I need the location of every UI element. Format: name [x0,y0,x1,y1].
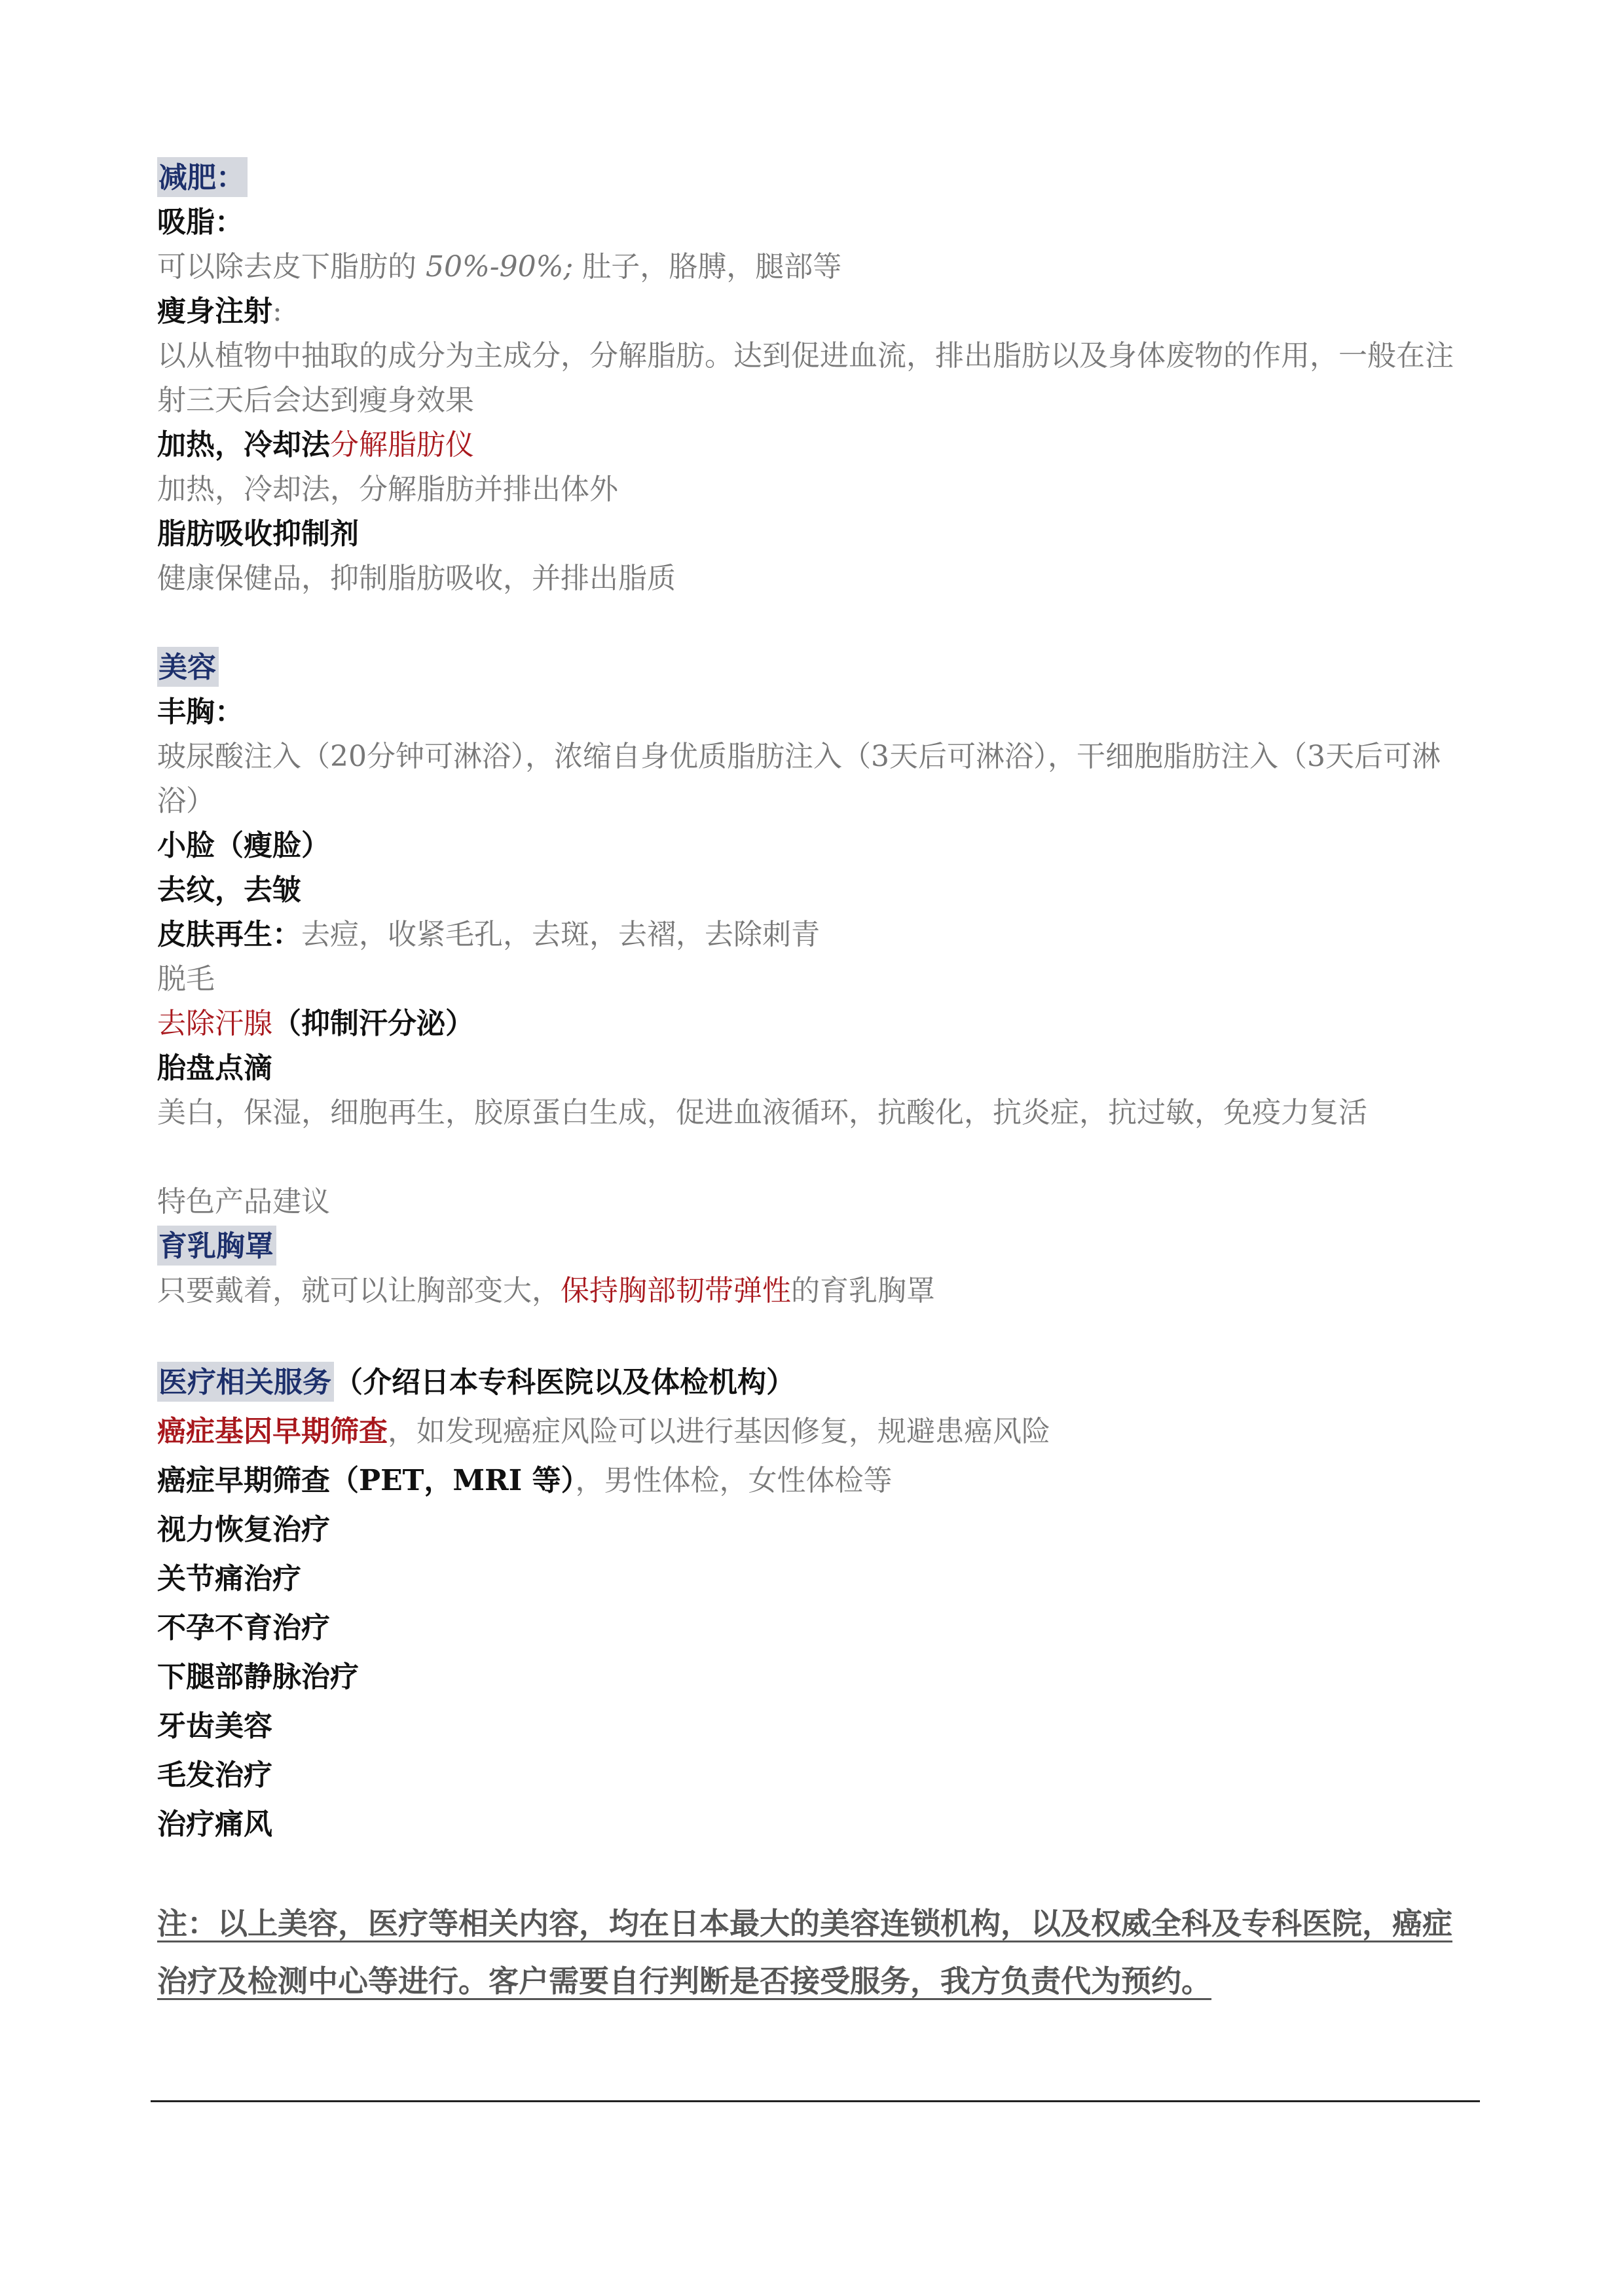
liposuction-desc-a: 可以除去皮下脂肪的 [157,250,416,283]
injection-title-line [157,289,1467,334]
medical-heading-note: （介绍日本专科医院以及体检机构） [334,1366,795,1399]
medical-section [157,1358,1467,1849]
cancer-gene-desc: ，如发现癌症风险可以进行基因修复，规避患癌风险 [388,1415,1050,1448]
products-heading: 特色产品建议 [157,1185,330,1218]
liposuction-desc [157,245,1467,289]
spacer [157,1313,1467,1358]
spacer [157,601,1467,646]
list-item: 毛发治疗 [157,1758,272,1792]
skin-line [157,913,1467,957]
disclaimer-note: 注：以上美容，医疗等相关内容，均在日本最大的美容连锁机构，以及权威全科及专科医院，癌症治疗及检测中心等进行。客户需要自行判断是否接受服务，我方负责代为预约。 [157,1906,1452,1999]
sweat-line [157,1002,1467,1046]
sweat-desc: （抑制汗分泌） [272,1007,474,1040]
bra-desc-b: 的育乳胸罩 [791,1274,935,1307]
inhibitor-title: 脂肪吸收抑制剂 [157,517,359,551]
breast-title: 丰胸： [157,695,244,729]
skin-title: 皮肤再生： [157,918,301,951]
list-item: 视力恢复治疗 [157,1513,330,1546]
liposuction-title: 吸脂： [157,206,244,239]
injection-title: 瘦身注射 [157,295,272,328]
bra-title-line [157,1224,1467,1269]
beauty-heading-line [157,646,1467,690]
heatcool-title-line [157,423,1467,467]
skin-desc: 去痘，收紧毛孔，去斑，去褶，去除刺青 [301,918,820,951]
cancer-gene-line [157,1407,1467,1456]
cancer-gene-title: 癌症基因早期筛查 [157,1415,388,1448]
list-item: 治疗痛风 [157,1808,272,1841]
bra-title: 育乳胸罩 [157,1226,276,1266]
bra-desc-a: 只要戴着，就可以让胸部变大， [157,1274,561,1307]
spacer [157,1135,1467,1180]
cancer-screen-desc: ，男性体检，女性体检等 [575,1464,893,1497]
heatcool-title: 加热，冷却法 [157,428,330,462]
liposuction-desc-b: 肚子，胳膊，腿部等 [582,250,842,283]
wrinkle-removal: 去纹，去皱 [157,873,301,907]
liposuction-percent: 50%-90%; [426,250,574,283]
placenta-title: 胎盘点滴 [157,1051,272,1085]
inhibitor-desc: 健康保健品，抑制脂肪吸收，并排出脂质 [157,562,676,595]
injection-desc: 以从植物中抽取的成分为主成分，分解脂肪。达到促进血流，排出脂肪以及身体废物的作用，一般在注射三天后会达到瘦身效果 [157,339,1454,417]
breast-desc: 玻尿酸注入（20分钟可淋浴），浓缩自身优质脂肪注入（3天后可淋浴），干细胞脂肪注入（3天后可淋浴） [157,740,1441,818]
slimming-heading-line [157,156,1467,200]
list-item: 不孕不育治疗 [157,1611,330,1645]
slimming-heading: 减肥： [157,157,248,197]
placenta-desc: 美白，保湿，细胞再生，胶原蛋白生成，促进血液循环，抗酸化，抗炎症，抗过敏，免疫力复活 [157,1096,1367,1129]
fat-dissolve-device: 分解脂肪仪 [330,428,474,462]
footer-divider [151,2100,1480,2102]
hair-removal: 脱毛 [157,962,215,996]
injection-colon: : [272,295,282,328]
list-item: 下腿部静脉治疗 [157,1660,359,1694]
heatcool-desc: 加热，冷却法，分解脂肪并排出体外 [157,473,618,506]
sweat-title: 去除汗腺 [157,1007,272,1040]
bra-desc-highlight: 保持胸部韧带弹性 [561,1274,791,1307]
list-item: 牙齿美容 [157,1709,272,1743]
medical-heading: 医疗相关服务 [157,1362,334,1402]
bra-desc [157,1269,1467,1313]
cancer-screen-line [157,1456,1467,1505]
medical-heading-line [157,1358,1467,1407]
list-item: 关节痛治疗 [157,1562,301,1595]
document-page [157,156,1467,2010]
beauty-heading: 美容 [157,647,219,687]
small-face: 小脸（瘦脸） [157,829,330,862]
cancer-screen-title: 癌症早期筛查（PET，MRI 等） [157,1464,576,1497]
